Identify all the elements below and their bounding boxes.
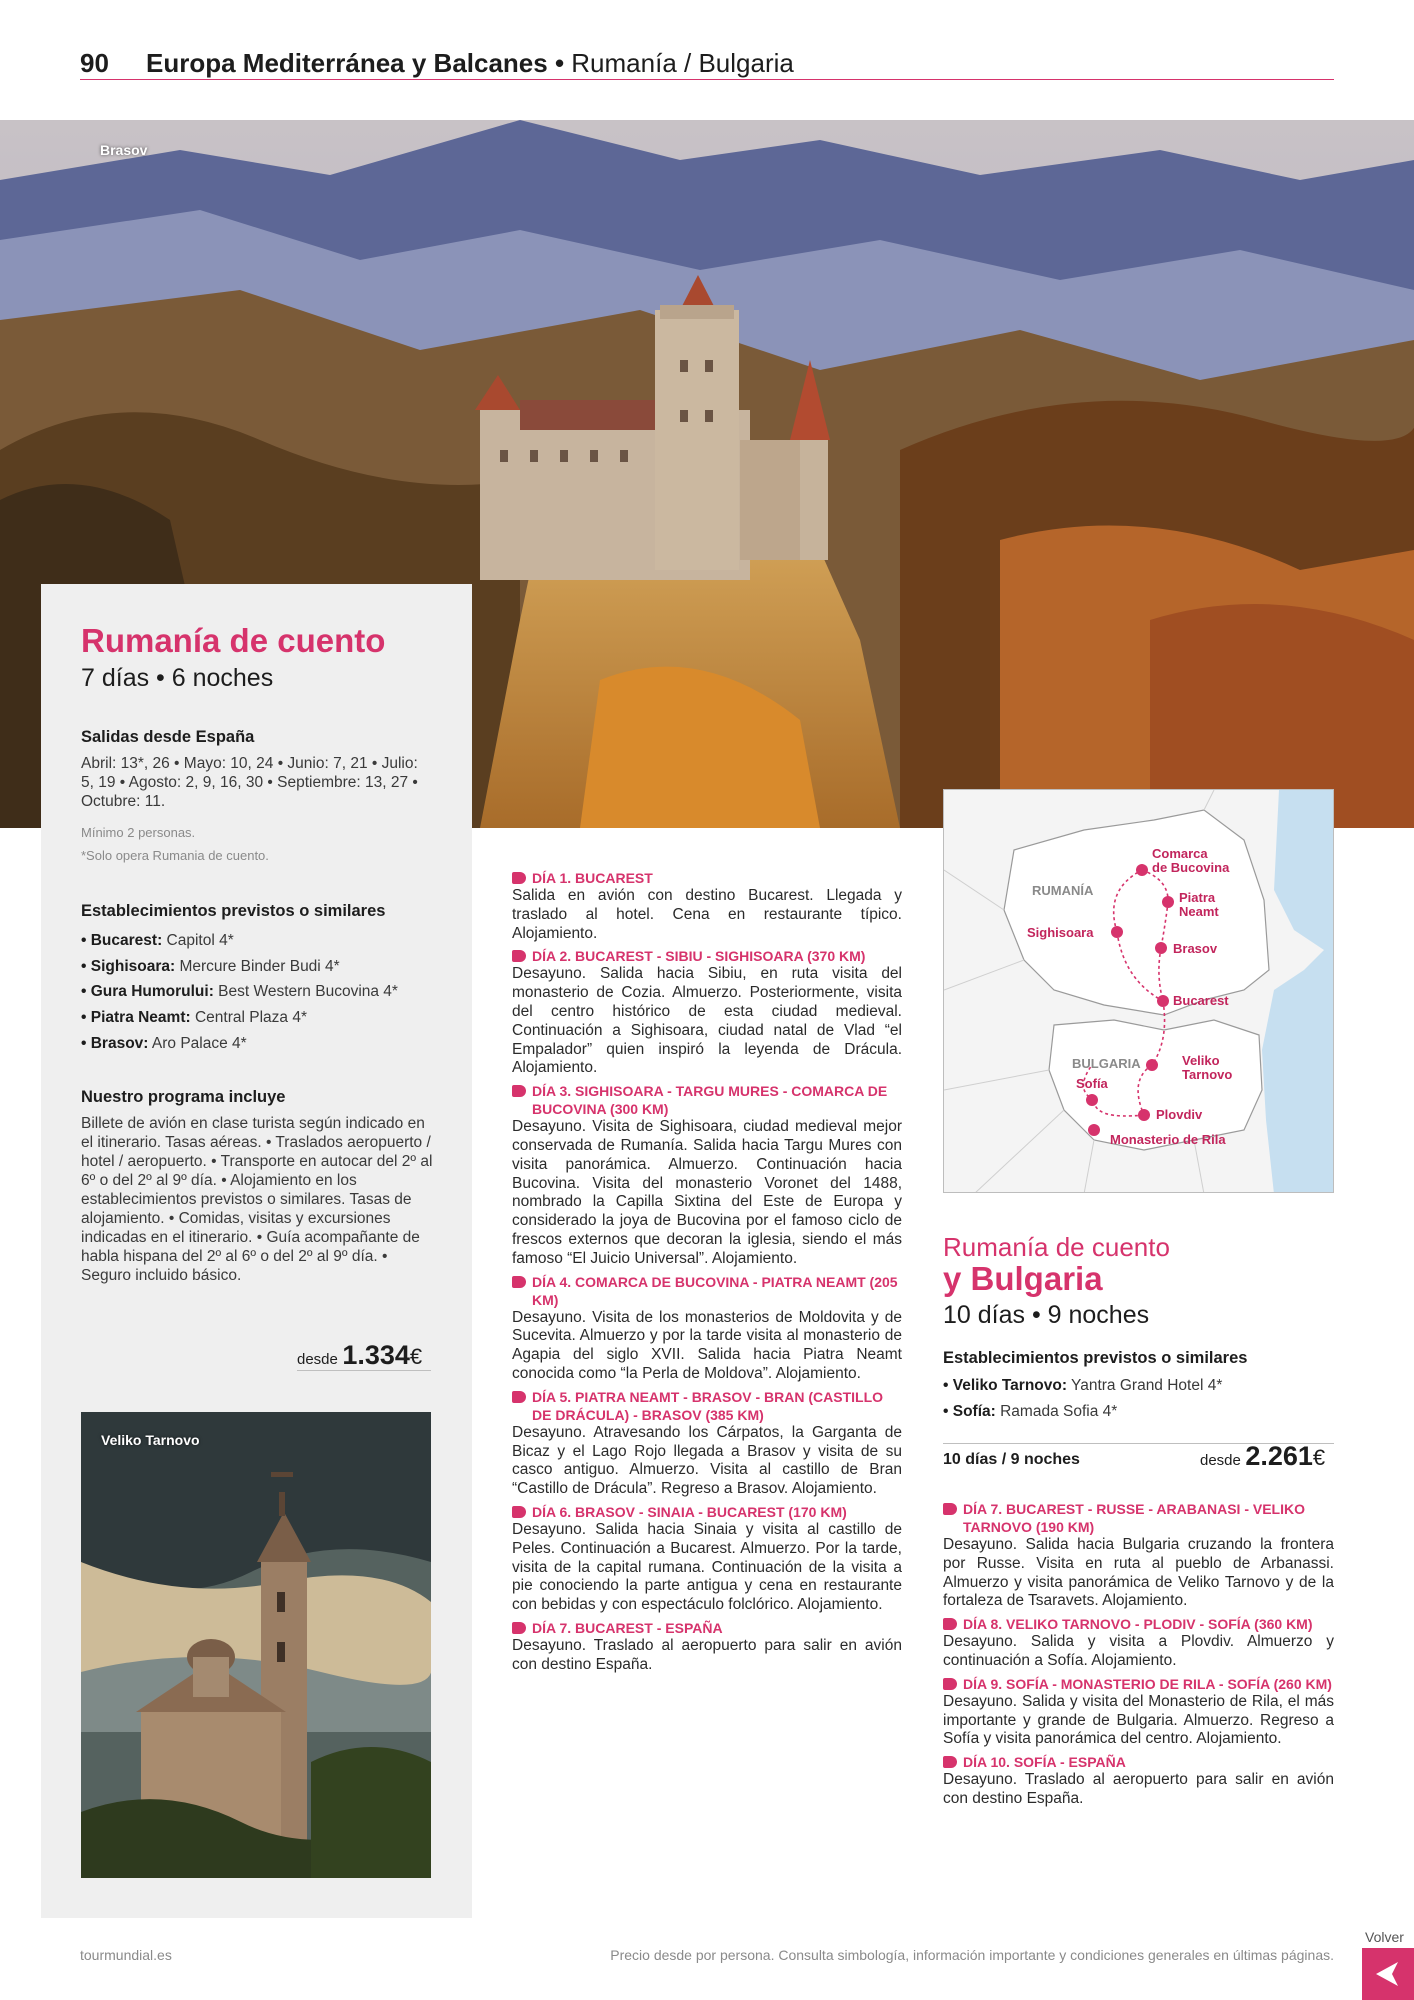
hotel-row bbox=[943, 1399, 1222, 1425]
map-city-bucovina-1: Comarca bbox=[1152, 846, 1208, 861]
itinerary-column-2 bbox=[943, 1500, 1334, 1813]
itinerary-day bbox=[512, 1503, 902, 1615]
hotel-city: • Veliko Tarnovo: bbox=[943, 1377, 1067, 1394]
departures-heading: Salidas desde España bbox=[81, 728, 255, 746]
itinerary-day bbox=[512, 1273, 902, 1384]
page-header bbox=[80, 46, 1334, 80]
day-heading: DÍA 9. SOFÍA - MONASTERIO DE RILA - SOFÍA (260 KM) bbox=[963, 1675, 1332, 1692]
price-amount: 1.334 bbox=[342, 1340, 410, 1370]
hotel-row bbox=[81, 1031, 461, 1057]
hotel-row bbox=[81, 1005, 461, 1031]
day-text: Desayuno. Salida hacia Bulgaria cruzando la frontera por Russe. Visita en ruta al pueblo de Arbanassi. Almuerzo y visita panorámica de Veliko Tarnovo y de la fortaleza de Tsaravets. Alojamiento. bbox=[943, 1536, 1334, 1610]
hotel-city: • Piatra Neamt: bbox=[81, 1009, 191, 1027]
price-label: desde bbox=[297, 1351, 338, 1368]
day-heading: DÍA 4. COMARCA DE BUCOVINA - PIATRA NEAMT (205 KM) bbox=[532, 1273, 898, 1308]
hotel-name: Best Western Bucovina 4* bbox=[213, 983, 398, 1001]
day-text: Desayuno. Visita de los monasterios de Moldovita y de Sucevita. Almuerzo y por la tarde visita al monasterio de Agapia del siglo XVII. Salida hacia Piatra Neamt conocida como “la Perla de Moldova”. Alojamiento. bbox=[512, 1308, 902, 1382]
hotel-row bbox=[81, 928, 461, 954]
map-city-piatra-2: Neamt bbox=[1179, 904, 1219, 919]
itinerary-day bbox=[943, 1753, 1334, 1809]
day-marker-icon bbox=[512, 950, 526, 962]
day-text: Desayuno. Visita de Sighisoara, ciudad medieval mejor conservada de Rumanía. Salida hacia Targu Mures con visita panorámica. Almuerzo. Continuación hacia Bucovina. Visita del monasterio Voronet del 1488, nombrado la Capilla Sixtina del Este de Europa y considerado la joya de Bucovina por el famoso ciclo de frescos externos que decoran la iglesia, siendo el más famoso “El Juicio Universal”. Alojamiento. bbox=[512, 1118, 902, 1267]
itinerary-day bbox=[512, 947, 902, 1078]
day-text: Desayuno. Salida y visita del Monasterio de Rila, el más importante y grande de Bulgaria. Almuerzo. Regreso a Sofía y visita panorámica del centro. Alojamiento. bbox=[943, 1692, 1334, 1748]
map-city-bucarest: Bucarest bbox=[1173, 993, 1229, 1008]
hotels-heading: Establecimientos previstos o similares bbox=[81, 902, 386, 920]
hotel-name: Capitol 4* bbox=[162, 932, 234, 949]
map-city-bucovina-2: de Bucovina bbox=[1152, 860, 1230, 875]
day-heading: DÍA 10. SOFÍA - ESPAÑA bbox=[963, 1754, 1126, 1771]
itinerary-day bbox=[943, 1675, 1334, 1749]
day-text: Desayuno. Traslado al aeropuerto para salir en avión con destino España. bbox=[943, 1771, 1334, 1807]
itinerary-day bbox=[512, 1388, 902, 1499]
price-currency: € bbox=[1312, 1445, 1326, 1470]
section-separator: • bbox=[547, 48, 572, 78]
day-heading: DÍA 1. BUCAREST bbox=[532, 870, 653, 886]
map-city-plovdiv: Plovdiv bbox=[1156, 1107, 1203, 1122]
day-marker-icon bbox=[512, 1085, 526, 1097]
hotel-name: Ramada Sofia 4* bbox=[995, 1402, 1118, 1420]
day-marker-icon bbox=[943, 1678, 957, 1690]
map-label-romania: RUMANÍA bbox=[1032, 883, 1094, 898]
itinerary-day bbox=[512, 869, 902, 943]
hotel-city: • Bucarest: bbox=[81, 932, 163, 949]
departures-dates: Abril: 13*, 26 • Mayo: 10, 24 • Junio: 7, 21 • Julio: 5, 19 • Agosto: 2, 9, 16, 30 • Septiembre: 13, 27 • Octubre: 11. bbox=[81, 755, 418, 810]
price-divider bbox=[297, 1370, 431, 1371]
hotel-row bbox=[943, 1373, 1222, 1399]
itinerary-day bbox=[943, 1500, 1334, 1611]
day-marker-icon bbox=[943, 1503, 957, 1515]
map-city-piatra-1: Piatra bbox=[1179, 890, 1216, 905]
section-name: Europa Mediterránea y Balcanes bbox=[146, 48, 548, 78]
hotel-city: • Brasov: bbox=[81, 1034, 149, 1052]
tour-duration: 7 días • 6 noches bbox=[81, 664, 274, 692]
page-number: 90 bbox=[80, 48, 109, 78]
subsection-name: Rumanía / Bulgaria bbox=[571, 48, 794, 78]
footer-site[interactable]: tourmundial.es bbox=[80, 1947, 172, 1963]
hotel-city: • Sofía: bbox=[943, 1402, 996, 1420]
tour2-hotels-list bbox=[943, 1373, 1222, 1424]
hotel-row bbox=[81, 954, 461, 980]
includes-heading: Nuestro programa incluye bbox=[81, 1088, 286, 1106]
tour2-duration: 10 días • 9 noches bbox=[943, 1301, 1150, 1329]
day-text: Desayuno. Salida hacia Sibiu, en ruta visita del monasterio de Cozia. Almuerzo. Posteriormente, visita del centro histórico de esta ciudad medieval. Continuación a Sighisoara, ciudad natal de Vlad “el Empalador” quien inspiró la leyenda de Drácula. Alojamiento. bbox=[512, 965, 902, 1077]
tour2-duration-short: 10 días / 9 noches bbox=[943, 1451, 1080, 1468]
map-city-sighisoara: Sighisoara bbox=[1027, 925, 1094, 940]
day-text: Desayuno. Traslado al aeropuerto para salir en avión con destino España. bbox=[512, 1636, 902, 1673]
hotels-list bbox=[81, 928, 461, 1057]
day-text: Desayuno. Salida y visita a Plovdiv. Almuerzo y continuación a Sofía. Alojamiento. bbox=[943, 1633, 1334, 1669]
itinerary-column-1 bbox=[512, 869, 902, 1679]
itinerary-day bbox=[512, 1082, 902, 1268]
hero-caption: Brasov bbox=[100, 142, 148, 158]
tour1-price bbox=[297, 1340, 422, 1371]
hotel-name: Mercure Binder Budi 4* bbox=[175, 957, 340, 975]
day-text: Desayuno. Atravesando los Cárpatos, la Garganta de Bicaz y el Lago Rojo llegada a Brasov y visita de su casco antiguo. Almuerzo. Visita al castillo de Bran “Castillo de Drácula”. Regreso a Brasov. Alojamiento. bbox=[512, 1423, 902, 1498]
back-label[interactable]: Volver bbox=[1365, 1929, 1404, 1945]
minimum-note: Mínimo 2 personas. bbox=[81, 825, 196, 840]
route-map bbox=[943, 789, 1334, 1193]
itinerary-day bbox=[512, 1619, 902, 1675]
day-marker-icon bbox=[512, 1622, 526, 1634]
tour2-title-line2: y Bulgaria bbox=[943, 1260, 1103, 1297]
map-city-veliko-2: Tarnovo bbox=[1182, 1067, 1233, 1082]
photo2-caption: Veliko Tarnovo bbox=[101, 1432, 200, 1448]
back-arrow-icon bbox=[1376, 1962, 1398, 1986]
day-marker-icon bbox=[512, 1391, 526, 1403]
tour2-price bbox=[1200, 1441, 1325, 1472]
hotel-city: • Gura Humorului: bbox=[81, 983, 214, 1001]
map-label-bulgaria: BULGARIA bbox=[1072, 1056, 1141, 1071]
map-city-sofia: Sofía bbox=[1076, 1076, 1108, 1091]
includes-text: Billete de avión en clase turista según indicado en el itinerario. Tasas aéreas. • Traslados aeropuerto / hotel / aeropuerto. • Transporte en autocar del 2º al 6º o del 2º al 9º día. • Alojamiento en los establecimientos previstos o similares. Tasas de alojamiento. • Comidas, visitas y excursiones indicadas en el itinerario. • Guía acompañante de habla hispana del 2º al 6º o del 2º al 9º día. • Seguro incluido básico. bbox=[81, 1115, 433, 1284]
section-title bbox=[146, 48, 794, 79]
hotel-city: • Sighisoara: bbox=[81, 957, 176, 975]
price-currency: € bbox=[409, 1344, 423, 1369]
hotel-name: Aro Palace 4* bbox=[148, 1034, 247, 1052]
day-heading: DÍA 5. PIATRA NEAMT - BRASOV - BRAN (CASTILLO DE DRÁCULA) - BRASOV (385 KM) bbox=[532, 1388, 884, 1423]
hotel-name: Central Plaza 4* bbox=[190, 1009, 307, 1027]
price-amount: 2.261 bbox=[1245, 1441, 1313, 1471]
day-heading: DÍA 6. BRASOV - SINAIA - BUCAREST (170 KM) bbox=[532, 1503, 847, 1520]
day-heading: DÍA 2. BUCAREST - SIBIU - SIGHISOARA (370 KM) bbox=[532, 948, 866, 965]
back-button[interactable] bbox=[1362, 1948, 1414, 2000]
hotel-name: Yantra Grand Hotel 4* bbox=[1067, 1377, 1223, 1394]
itinerary-day bbox=[943, 1615, 1334, 1671]
day-heading: DÍA 8. VELIKO TARNOVO - PLODIV - SOFÍA (360 KM) bbox=[963, 1616, 1313, 1633]
tour2-title-line1: Rumanía de cuento bbox=[943, 1232, 1170, 1262]
map-city-veliko-1: Veliko bbox=[1182, 1053, 1220, 1068]
star-note: *Solo opera Rumania de cuento. bbox=[81, 848, 269, 863]
day-marker-icon bbox=[512, 1276, 526, 1288]
day-heading: DÍA 7. BUCAREST - RUSSE - ARABANASI - VELIKO TARNOVO (190 KM) bbox=[963, 1501, 1305, 1535]
day-marker-icon bbox=[512, 1506, 526, 1518]
map-city-brasov: Brasov bbox=[1173, 941, 1218, 956]
tour2-hotels-heading: Establecimientos previstos o similares bbox=[943, 1349, 1248, 1367]
price-label: desde bbox=[1200, 1452, 1241, 1469]
tour-title: Rumanía de cuento bbox=[81, 622, 386, 659]
day-text: Salida en avión con destino Bucarest. Llegada y traslado al hotel. Cena en restaurante típico. Alojamiento. bbox=[512, 887, 902, 942]
hotel-row bbox=[81, 979, 461, 1005]
day-marker-icon bbox=[943, 1756, 957, 1768]
day-marker-icon bbox=[943, 1618, 957, 1630]
photo-veliko-tarnovo bbox=[81, 1412, 431, 1878]
day-heading: DÍA 7. BUCAREST - ESPAÑA bbox=[532, 1619, 723, 1636]
day-heading: DÍA 3. SIGHISOARA - TARGU MURES - COMARCA DE BUCOVINA (300 KM) bbox=[532, 1083, 888, 1118]
map-city-rila: Monasterio de Rila bbox=[1110, 1132, 1226, 1147]
day-text: Desayuno. Salida hacia Sinaia y visita al castillo de Peles. Continuación a Bucarest. Almuerzo. Por la tarde, visita de la capital rumana. Continuación de la visita a pie conociendo la parte antigua y cena en restaurante con bebidas y con espectáculo folclórico. Alojamiento. bbox=[512, 1520, 902, 1614]
day-marker-icon bbox=[512, 872, 526, 884]
footer-disclaimer: Precio desde por persona. Consulta simbología, información importante y condiciones generales en últimas páginas. bbox=[610, 1947, 1334, 1963]
